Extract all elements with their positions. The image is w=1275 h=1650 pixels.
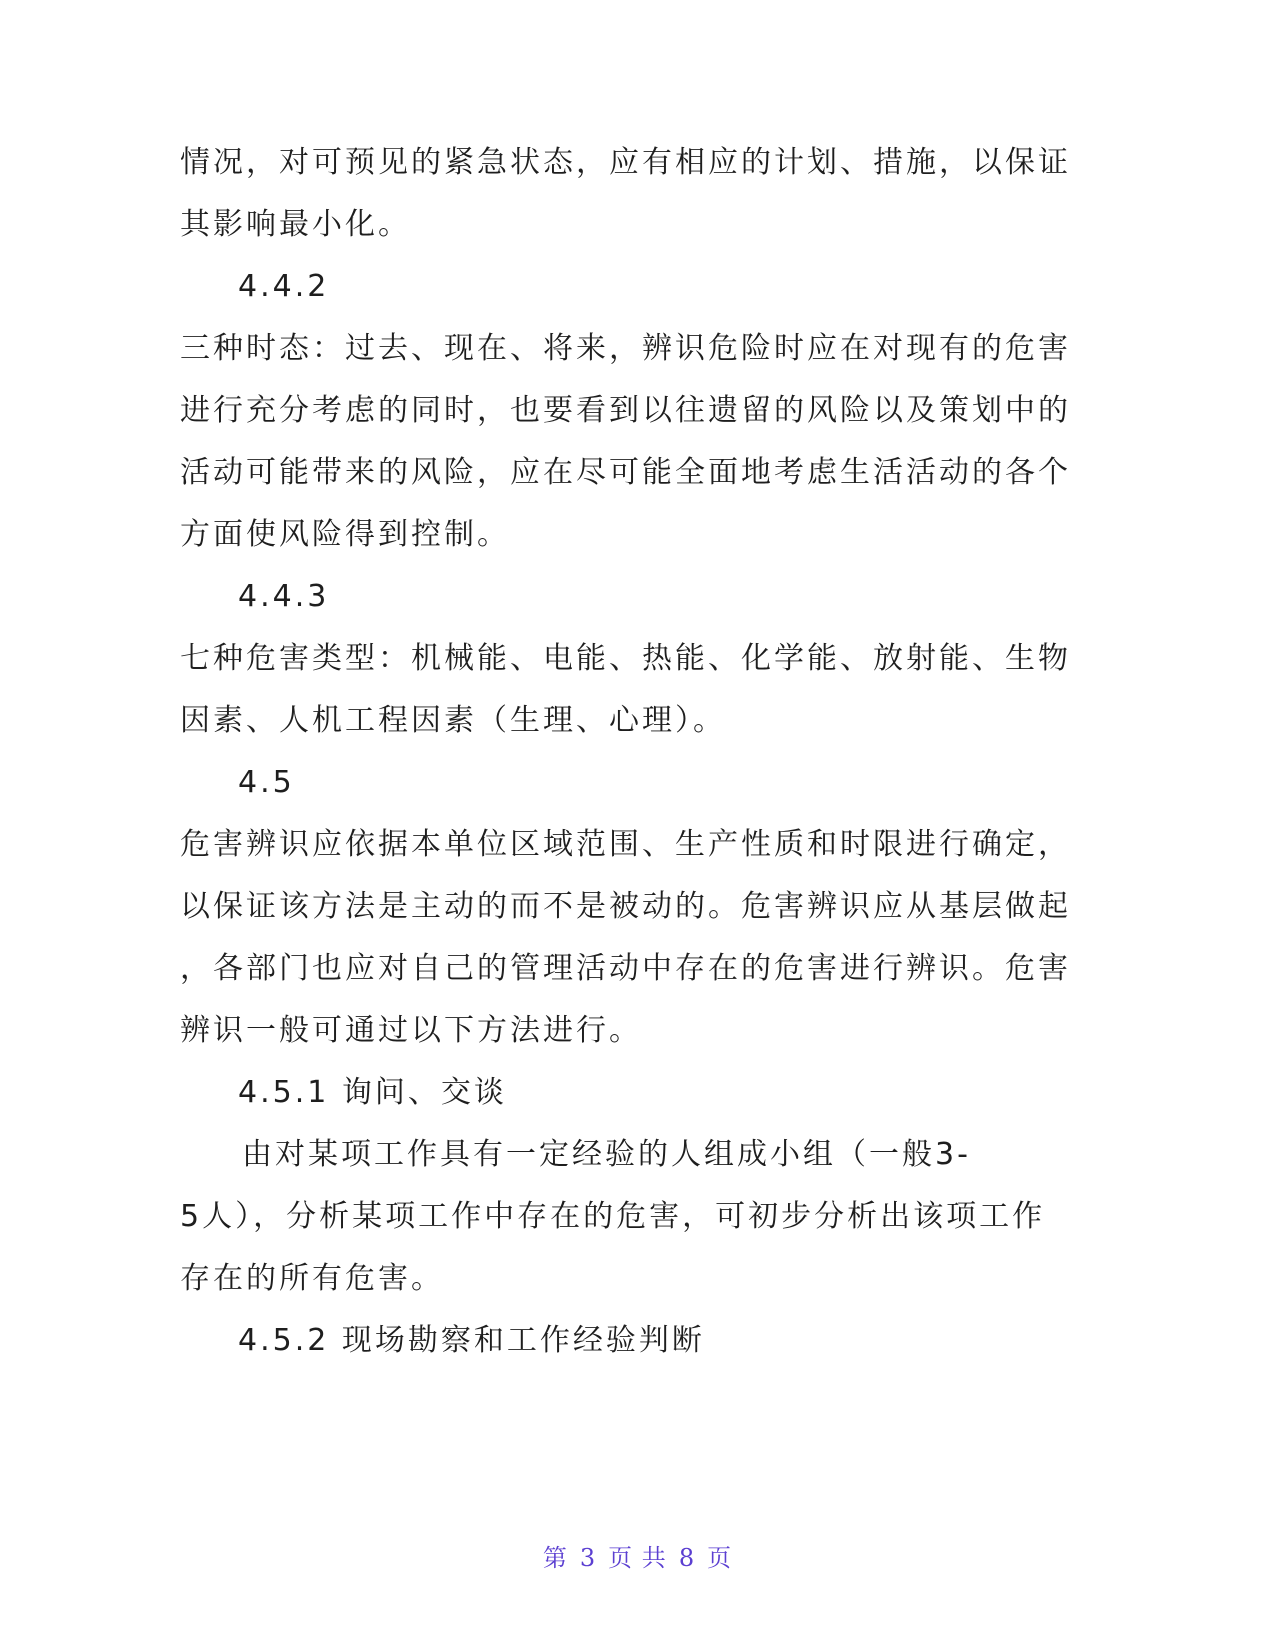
text-line: 三种时态：过去、现在、将来，辨识危险时应在对现有的危害 [180,331,1071,366]
footer-middle: 页 共 [608,1544,667,1572]
footer-current-page: 3 [579,1544,597,1572]
section-number-4-4-3: 4.4.3 [238,579,330,614]
text-line: 七种危害类型：机械能、电能、热能、化学能、放射能、生物 [180,641,1071,676]
text-line: 其影响最小化。 [180,207,411,242]
text-line: 活动可能带来的风险，应在尽可能全面地考虑生活活动的各个 [180,455,1071,490]
footer-prefix: 第 [542,1544,568,1572]
text-line: 辨识一般可通过以下方法进行。 [180,1013,642,1048]
text-line: 5人），分析某项工作中存在的危害，可初步分析出该项工作 [180,1199,1046,1234]
section-heading-4-5-1: 4.5.1 询问、交谈 [238,1075,507,1110]
text-line: 存在的所有危害。 [180,1261,444,1296]
footer-suffix: 页 [707,1544,733,1572]
section-number-4-5: 4.5 [238,765,295,800]
text-line: 危害辨识应依据本单位区域范围、生产性质和时限进行确定， [180,827,1071,862]
text-line: 以保证该方法是主动的而不是被动的。危害辨识应从基层做起 [180,889,1071,924]
text-line: 由对某项工作具有一定经验的人组成小组（一般3- [242,1137,971,1172]
text-line: 因素、人机工程因素（生理、心理）。 [180,703,726,738]
text-line: ，各部门也应对自己的管理活动中存在的危害进行辨识。危害 [180,951,1071,986]
section-number-4-4-2: 4.4.2 [238,269,330,304]
page-footer [0,1543,1275,1573]
section-heading-4-5-2: 4.5.2 现场勘察和工作经验判断 [238,1323,705,1358]
text-line: 方面使风险得到控制。 [180,517,510,552]
footer-total-pages: 8 [678,1544,696,1572]
text-line: 进行充分考虑的同时，也要看到以往遗留的风险以及策划中的 [180,393,1071,428]
text-line: 情况，对可预见的紧急状态，应有相应的计划、措施，以保证 [180,145,1071,180]
